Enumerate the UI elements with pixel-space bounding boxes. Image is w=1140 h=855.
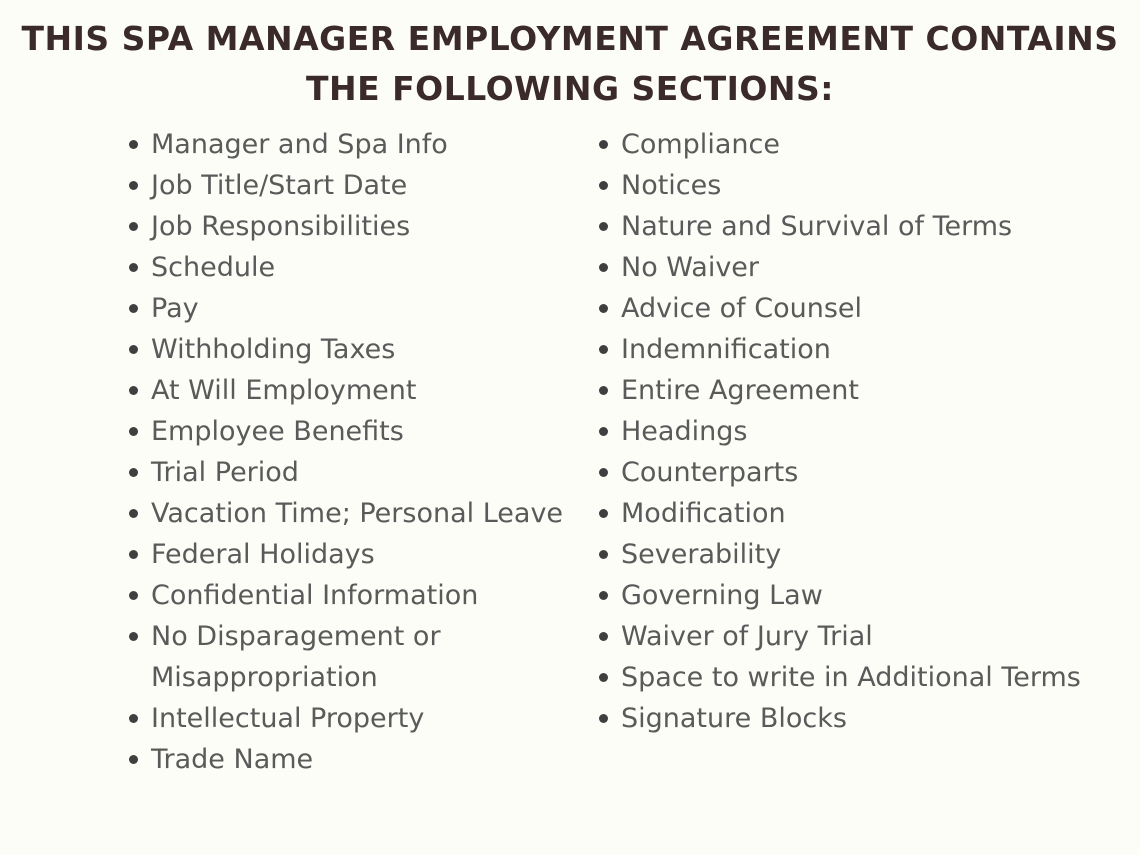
list-item (124, 452, 584, 493)
list-item-label: Signature Blocks (621, 703, 847, 734)
list-item (594, 165, 1134, 206)
list-item (124, 411, 584, 452)
list-item-label: Counterparts (621, 457, 799, 488)
bullet-icon (129, 222, 138, 231)
list-item (124, 616, 461, 698)
bullet-icon (599, 591, 608, 600)
bullet-icon (129, 591, 138, 600)
list-item-label: Severability (621, 539, 782, 570)
list-item (594, 698, 1134, 739)
list-item (594, 411, 1134, 452)
list-item-label: Advice of Counsel (621, 293, 863, 324)
list-item-label: Withholding Taxes (151, 334, 396, 365)
bullet-icon (599, 632, 608, 641)
bullet-icon (599, 263, 608, 272)
list-item (124, 165, 584, 206)
list-item (594, 329, 1134, 370)
bullet-icon (599, 550, 608, 559)
list-item (124, 206, 584, 247)
bullet-icon (599, 386, 608, 395)
bullet-icon (129, 509, 138, 518)
list-item (594, 493, 1134, 534)
list-item-label: Job Responsibilities (151, 211, 411, 242)
sections-list-right (594, 124, 1134, 739)
list-item-label: No Waiver (621, 252, 760, 283)
bullet-icon (129, 345, 138, 354)
list-item-label: Manager and Spa Info (151, 129, 448, 160)
list-item-label: Intellectual Property (151, 703, 425, 734)
list-item (124, 247, 584, 288)
bullet-icon (129, 468, 138, 477)
bullet-icon (599, 673, 608, 682)
list-item-label: Indemnification (621, 334, 831, 365)
list-item-label: Governing Law (621, 580, 823, 611)
list-item-label: No Disparagement or Misappropriation (151, 621, 441, 693)
list-item (594, 616, 1134, 657)
list-item-label: Entire Agreement (621, 375, 859, 406)
page-title (0, 14, 1140, 114)
list-item-label: Federal Holidays (151, 539, 375, 570)
list-item (124, 739, 584, 780)
bullet-icon (599, 468, 608, 477)
bullet-icon (129, 755, 138, 764)
list-item (594, 206, 1134, 247)
bullet-icon (599, 345, 608, 354)
list-item (594, 575, 1134, 616)
list-item-label: Compliance (621, 129, 780, 160)
bullet-icon (129, 550, 138, 559)
list-item (124, 575, 584, 616)
list-item-label: Confidential Information (151, 580, 479, 611)
list-item-label: Job Title/Start Date (151, 170, 408, 201)
list-item-label: Waiver of Jury Trial (621, 621, 873, 652)
bullet-icon (599, 140, 608, 149)
list-item (594, 534, 1134, 575)
sections-list-left (124, 124, 584, 780)
list-item-label: Employee Benefits (151, 416, 404, 447)
list-item-label: Space to write in Additional Terms (621, 662, 1081, 693)
list-item-label: Trade Name (151, 744, 314, 775)
list-item-label: Modification (621, 498, 786, 529)
list-item (594, 657, 1134, 698)
bullet-icon (599, 304, 608, 313)
bullet-icon (129, 386, 138, 395)
list-item (594, 124, 1134, 165)
list-item (594, 370, 1134, 411)
list-item-label: Pay (151, 293, 199, 324)
list-item (594, 452, 1134, 493)
bullet-icon (599, 714, 608, 723)
bullet-icon (599, 509, 608, 518)
list-item (124, 534, 584, 575)
list-item-label: Notices (621, 170, 722, 201)
bullet-icon (129, 714, 138, 723)
list-item-label: Trial Period (151, 457, 299, 488)
list-item-label: At Will Employment (151, 375, 417, 406)
list-item (124, 288, 584, 329)
list-item (124, 329, 584, 370)
bullet-icon (129, 632, 138, 641)
list-item-label: Headings (621, 416, 748, 447)
list-item (594, 288, 1134, 329)
list-item (124, 493, 584, 534)
list-item-label: Schedule (151, 252, 276, 283)
bullet-icon (129, 263, 138, 272)
title-line-1: THIS SPA MANAGER EMPLOYMENT AGREEMENT CONTAINS (21, 19, 1119, 58)
list-item-label: Vacation Time; Personal Leave (151, 498, 564, 529)
bullet-icon (599, 222, 608, 231)
bullet-icon (599, 427, 608, 436)
bullet-icon (129, 181, 138, 190)
bullet-icon (129, 304, 138, 313)
list-item (124, 698, 584, 739)
list-item-label: Nature and Survival of Terms (621, 211, 1013, 242)
title-line-2: THE FOLLOWING SECTIONS: (305, 69, 834, 108)
bullet-icon (129, 140, 138, 149)
list-item (124, 370, 584, 411)
bullet-icon (129, 427, 138, 436)
list-item (594, 247, 1134, 288)
list-item (124, 124, 584, 165)
bullet-icon (599, 181, 608, 190)
